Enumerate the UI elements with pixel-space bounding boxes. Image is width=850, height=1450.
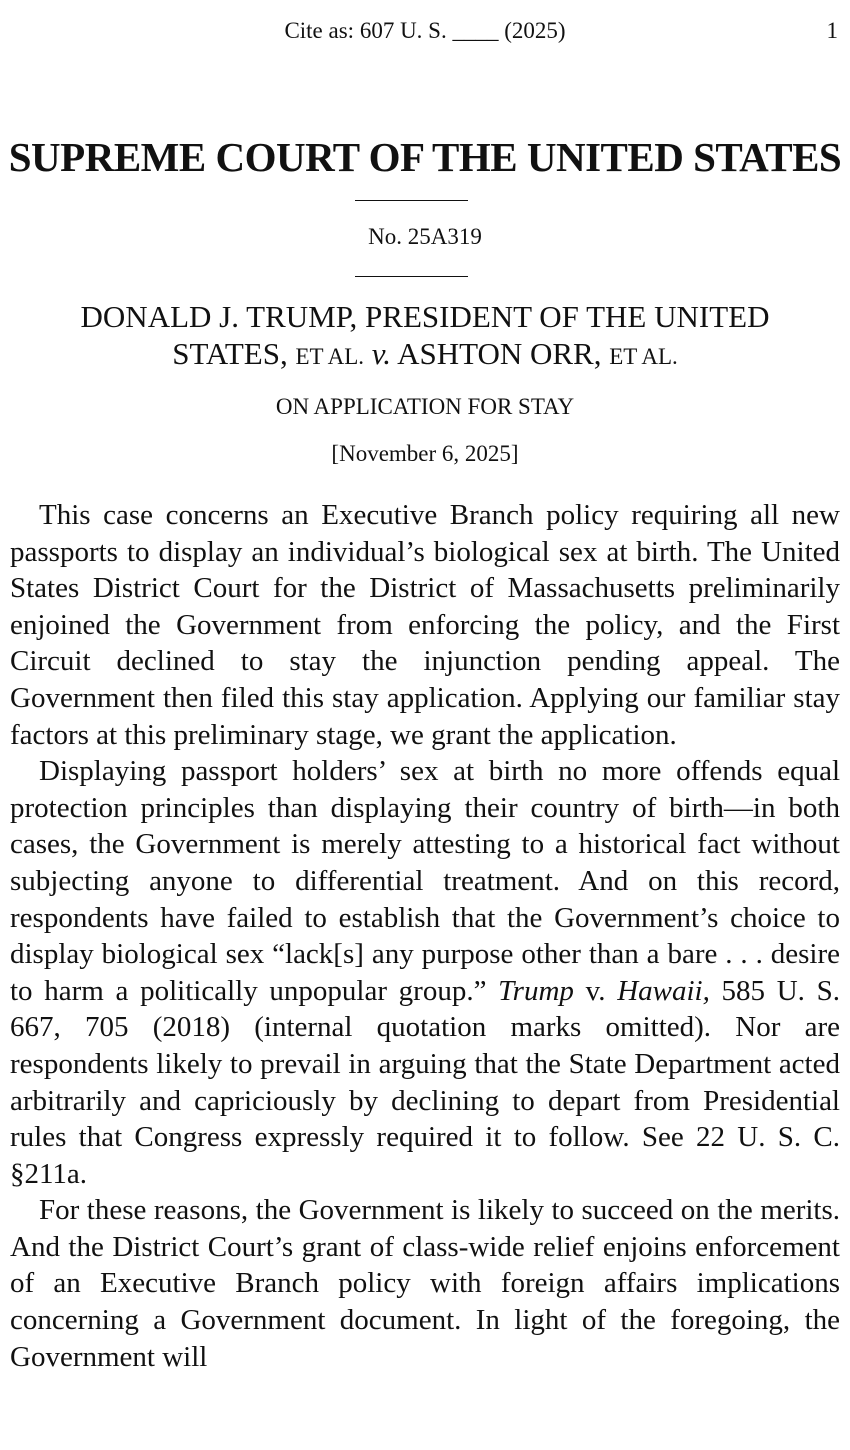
opinion-paragraph	[10, 753, 840, 1192]
opinion-paragraph: This case concerns an Executive Branch policy requiring all new passports to display an individual’s biological sex at birth. The United States District Court for the District of Massachusetts preliminarily enjoined the Government from enforcing the policy, and the First Circuit declined to stay the injunction pending appeal. The Government then filed this stay application. Applying our familiar stay factors at this preliminary stage, we grant the application.	[10, 499, 840, 751]
decision-date: [November 6, 2025]	[331, 441, 519, 466]
docket-number: No. 25A319	[368, 224, 482, 249]
court-title: SUPREME COURT OF THE UNITED STATES	[8, 134, 842, 180]
et-al: ET AL.	[609, 344, 678, 369]
divider-rule	[355, 200, 468, 201]
caption-line-2	[0, 335, 850, 375]
opinion-paragraph: For these reasons, the Government is likely to succeed on the merits. And the District Court’s grant of class-wide relief enjoins enforcement of an Executive Branch policy with foreign affairs implications concerning a Government document. In light of the foregoing, the Government will	[10, 1194, 840, 1373]
case-name: Trump	[498, 974, 574, 1007]
divider-rule	[355, 276, 468, 277]
paragraph-text: Displaying passport holders’ sex at birth no more offends equal protection principles than displaying their country of birth—in both cases, the Government is merely attesting to a historical fact without subjecting anyone to differential treatment. And on this record, respondents have failed to establish that the Government’s choice to display biological sex “lack[s] any purpose other than a bare . . . desire to harm a politically unpopular group.”	[10, 755, 840, 1007]
case-name: Hawaii,	[617, 974, 710, 1007]
caption-line-1: DONALD J. TRUMP, PRESIDENT OF THE UNITED	[80, 299, 770, 334]
citation-line: Cite as: 607 U. S. ____ (2025)	[284, 18, 566, 43]
versus: v.	[371, 336, 392, 371]
et-al: ET AL.	[295, 344, 365, 369]
case-caption	[0, 298, 850, 375]
caption-party-b: ASHTON ORR,	[397, 336, 610, 371]
opinion-body	[10, 497, 840, 1375]
caption-party-a: STATES,	[172, 336, 296, 371]
page-number: 1	[826, 18, 838, 43]
versus: v.	[573, 974, 618, 1007]
application-line: ON APPLICATION FOR STAY	[275, 394, 575, 419]
running-head	[0, 18, 850, 48]
paragraph-text: 585 U. S. 667, 705 (2018) (internal quotation marks omitted). Nor are respondents likely to prevail in arguing that the State Department acted arbitrarily and capriciously by declining to depart from Presidential rules that Congress expressly required it to follow. See 22 U. S. C. §211a.	[10, 974, 841, 1190]
